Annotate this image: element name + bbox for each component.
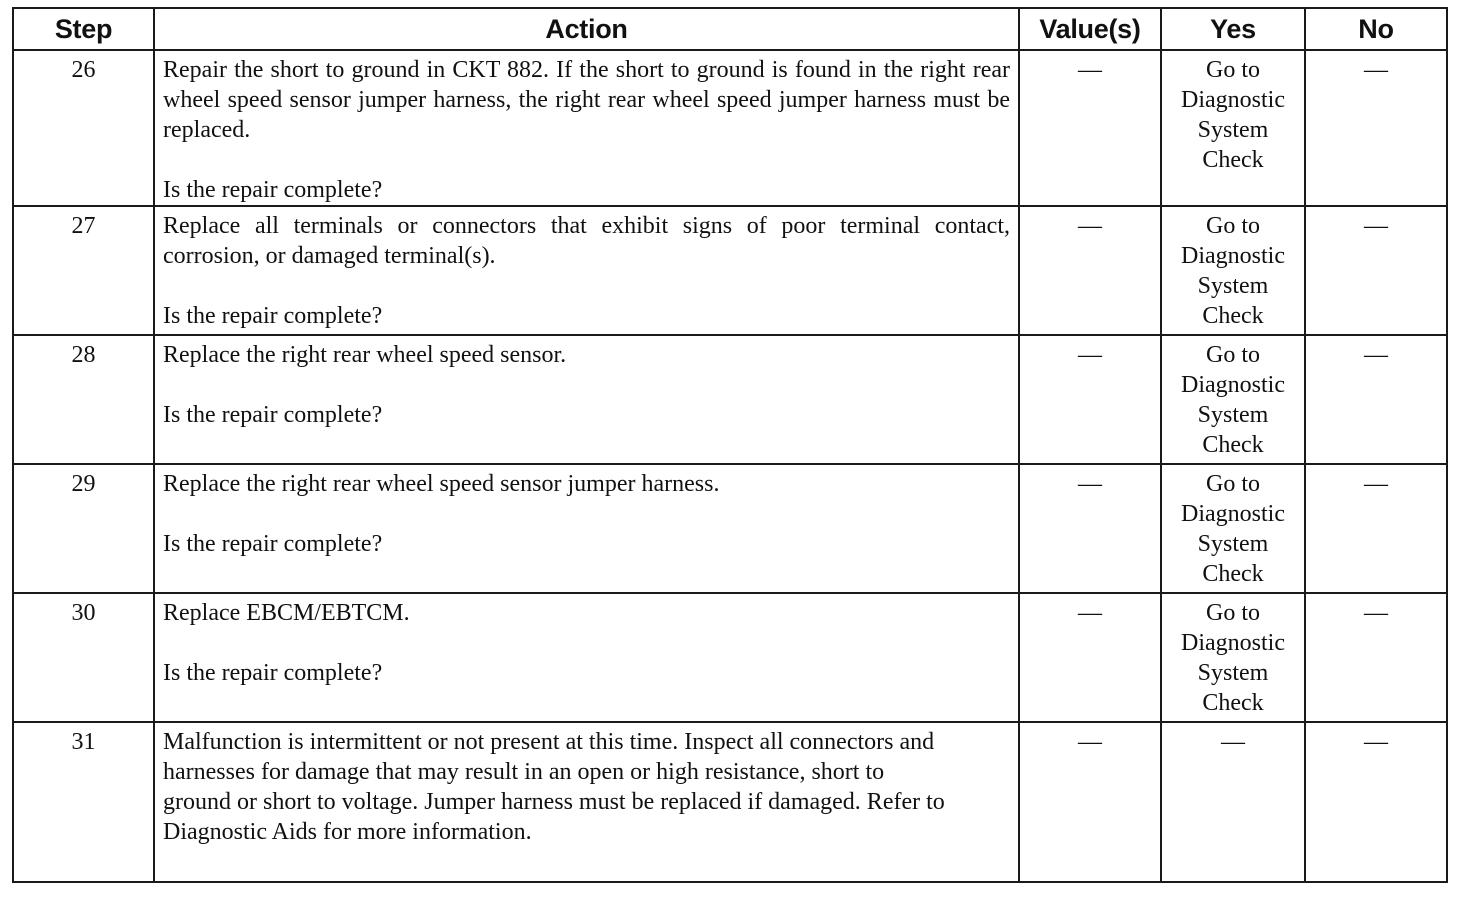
step-number: 26 bbox=[13, 50, 154, 206]
yes-line: Check bbox=[1202, 432, 1264, 458]
header-yes: Yes bbox=[1161, 8, 1305, 50]
action-cell bbox=[154, 335, 1019, 464]
no-cell: — bbox=[1305, 335, 1447, 464]
value-cell: — bbox=[1019, 335, 1161, 464]
action-text: Replace the right rear wheel speed sensor. bbox=[163, 342, 567, 368]
yes-line: System bbox=[1197, 117, 1269, 143]
yes-line: System bbox=[1197, 402, 1269, 428]
action-question: Is the repair complete? bbox=[163, 402, 383, 428]
action-cell bbox=[154, 206, 1019, 335]
action-text: Replace all terminals or connectors that exhibit signs of poor terminal contact, corrosion, or damaged terminal(s). bbox=[163, 213, 1010, 269]
yes-line: System bbox=[1197, 531, 1269, 557]
step-number: 28 bbox=[13, 335, 154, 464]
yes-line: Diagnostic bbox=[1181, 630, 1285, 656]
yes-line: System bbox=[1197, 660, 1269, 686]
yes-cell bbox=[1161, 335, 1305, 464]
value-cell: — bbox=[1019, 593, 1161, 722]
value-cell: — bbox=[1019, 722, 1161, 882]
yes-line: System bbox=[1197, 273, 1269, 299]
action-question: Is the repair complete? bbox=[163, 303, 383, 329]
no-cell: — bbox=[1305, 464, 1447, 593]
table-row bbox=[13, 722, 1447, 882]
table-row bbox=[13, 593, 1447, 722]
yes-line: Check bbox=[1202, 690, 1264, 716]
action-question: Is the repair complete? bbox=[163, 177, 383, 203]
action-text: Replace EBCM/EBTCM. bbox=[163, 600, 410, 626]
header-step: Step bbox=[13, 8, 154, 50]
no-cell: — bbox=[1305, 593, 1447, 722]
action-text: Repair the short to ground in CKT 882. If the short to ground is found in the right rear wheel speed sensor jumper harness, the right rear wheel speed jumper harness must be replaced. bbox=[163, 57, 1010, 143]
value-cell: — bbox=[1019, 464, 1161, 593]
no-cell: — bbox=[1305, 722, 1447, 882]
yes-line: Go to bbox=[1206, 57, 1260, 83]
action-cell bbox=[154, 50, 1019, 206]
no-cell: — bbox=[1305, 50, 1447, 206]
yes-line: Check bbox=[1202, 147, 1264, 173]
header-row bbox=[13, 8, 1447, 50]
table-row bbox=[13, 335, 1447, 464]
header-values: Value(s) bbox=[1019, 8, 1161, 50]
yes-line: Check bbox=[1202, 561, 1264, 587]
step-number: 27 bbox=[13, 206, 154, 335]
action-text: Malfunction is intermittent or not present at this time. Inspect all connectors and harnesses for damage that may result in an open or high resistance, short to ground or short to voltage. Jumper harness must be replaced if damaged. Refer to Diagnostic Aids for more information. bbox=[163, 729, 945, 845]
yes-line: Go to bbox=[1206, 471, 1260, 497]
yes-line: Go to bbox=[1206, 600, 1260, 626]
yes-cell bbox=[1161, 593, 1305, 722]
action-question: Is the repair complete? bbox=[163, 660, 383, 686]
yes-cell bbox=[1161, 464, 1305, 593]
step-number: 31 bbox=[13, 722, 154, 882]
yes-line: — bbox=[1221, 729, 1245, 755]
yes-cell bbox=[1161, 722, 1305, 882]
yes-line: Diagnostic bbox=[1181, 501, 1285, 527]
value-cell: — bbox=[1019, 206, 1161, 335]
header-action: Action bbox=[154, 8, 1019, 50]
step-number: 29 bbox=[13, 464, 154, 593]
action-cell bbox=[154, 722, 1019, 882]
table-row bbox=[13, 206, 1447, 335]
action-cell bbox=[154, 464, 1019, 593]
yes-line: Go to bbox=[1206, 342, 1260, 368]
table-row bbox=[13, 464, 1447, 593]
value-cell: — bbox=[1019, 50, 1161, 206]
yes-line: Diagnostic bbox=[1181, 243, 1285, 269]
action-question: Is the repair complete? bbox=[163, 531, 383, 557]
yes-line: Diagnostic bbox=[1181, 87, 1285, 113]
yes-line: Diagnostic bbox=[1181, 372, 1285, 398]
yes-cell bbox=[1161, 50, 1305, 206]
table-row bbox=[13, 50, 1447, 206]
no-cell: — bbox=[1305, 206, 1447, 335]
yes-line: Go to bbox=[1206, 213, 1260, 239]
diagnostic-table bbox=[12, 7, 1448, 883]
yes-cell bbox=[1161, 206, 1305, 335]
header-no: No bbox=[1305, 8, 1447, 50]
yes-line: Check bbox=[1202, 303, 1264, 329]
step-number: 30 bbox=[13, 593, 154, 722]
action-text: Replace the right rear wheel speed sensor jumper harness. bbox=[163, 471, 720, 497]
action-cell bbox=[154, 593, 1019, 722]
